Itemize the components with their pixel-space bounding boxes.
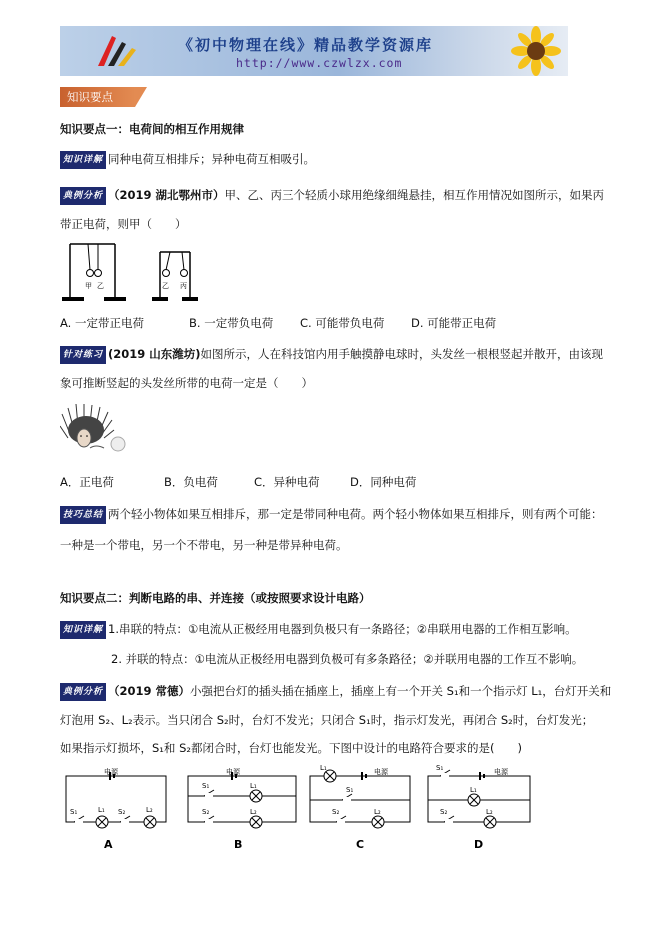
- point1-skill: [60, 506, 603, 524]
- practice-badge: 针对练习: [60, 346, 106, 364]
- point1-practice: [60, 346, 604, 364]
- circuit-d-name: D: [474, 838, 484, 851]
- point2-example: [60, 683, 612, 701]
- header-banner: [60, 26, 568, 76]
- circuit-a-name: A: [104, 838, 113, 851]
- practice-option-c: C．异种电荷: [254, 475, 320, 489]
- skill-text-2: 一种是一个带电，另一个不带电，另一种是带异种电荷。: [60, 538, 348, 552]
- circuit-c-s1-label: S₁: [346, 786, 354, 794]
- example-source-2: （2019 常德）: [108, 684, 191, 698]
- example-source: （2019 湖北鄂州市）: [108, 188, 225, 202]
- circuit-b-l2-label: L₂: [250, 808, 257, 816]
- banner-title: 《初中物理在线》精品教学资源库: [178, 36, 434, 54]
- skill-text-1: 两个轻小物体如果互相排斥，那一定是带同种电荷。两个轻小物体如果互相排斥，则有两个可能：: [108, 507, 603, 521]
- detail-text-1: 1.串联的特点：①电流从正极经用电器到负极只有一条路径；②串联用电器的工作相互影响。: [108, 622, 577, 636]
- static-hair-figure: [60, 404, 126, 454]
- example-text-2: 带正电荷，则甲（ ）: [60, 217, 187, 231]
- ball-label-bing: 丙: [180, 282, 187, 290]
- circuit-b-s2-label: S₂: [202, 808, 210, 816]
- circuit-d-s1-label: S₁: [436, 764, 444, 772]
- circuit-b-name: B: [234, 838, 243, 851]
- practice-text-2: 象可推断竖起的头发丝所带的电荷一定是（ ）: [60, 376, 313, 390]
- logo-icon: [94, 32, 138, 72]
- hanging-balls-figure: [60, 240, 210, 306]
- practice-options: [60, 474, 600, 490]
- example2-text-2: 灯泡用 S₂、L₂表示。当只闭合 S₂时，台灯不发光；只闭合 S₁时，指示灯发光，再闭合 S₂时，台灯发光；: [60, 713, 594, 727]
- detail-badge: 知识详解: [60, 151, 106, 169]
- circuit-d-l2-label: L₂: [486, 808, 493, 816]
- circuit-a-l1-label: L₁: [98, 806, 105, 814]
- option-c: C. 可能带负电荷: [300, 316, 385, 330]
- practice-source: (2019 山东潍坊): [108, 347, 201, 361]
- example-badge: 典例分析: [60, 187, 106, 205]
- circuit-a-s1-label: S₁: [70, 808, 78, 816]
- example-badge-2: 典例分析: [60, 683, 106, 701]
- skill-badge: 技巧总结: [60, 506, 106, 524]
- option-a: A. 一定带正电荷: [60, 316, 144, 330]
- point1-heading: 知识要点一：电荷间的相互作用规律: [60, 122, 244, 136]
- point2-detail: [60, 621, 600, 639]
- sunflower-icon: [506, 26, 568, 76]
- ball-label-yi: 乙: [97, 282, 104, 290]
- circuit-diagrams: [60, 764, 540, 854]
- detail-text: 同种电荷互相排斥；异种电荷互相吸引。: [108, 152, 316, 166]
- circuit-a-s2-label: S₂: [118, 808, 126, 816]
- circuit-d-l1-label: L₁: [470, 786, 477, 794]
- practice-option-d: D．同种电荷: [350, 475, 417, 489]
- practice-text-1: 如图所示，人在科技馆内用手触摸静电球时，头发丝一根根竖起并散开，由该现: [200, 347, 604, 361]
- circuit-d-power-label: 电源: [494, 768, 508, 776]
- option-b: B. 一定带负电荷: [189, 316, 274, 330]
- option-d: D. 可能带正电荷: [411, 316, 497, 330]
- circuit-b-l1-label: L₁: [250, 782, 257, 790]
- ball-label-jia: 甲: [85, 282, 92, 290]
- ball-label-yi-2: 乙: [162, 282, 169, 290]
- circuit-c-name: C: [356, 838, 365, 851]
- section-tag: 知识要点: [60, 87, 135, 107]
- detail-badge-2: 知识详解: [60, 621, 106, 639]
- circuit-c-power-label: 电源: [374, 768, 388, 776]
- point1-detail: [60, 151, 600, 169]
- point1-options: [60, 315, 600, 331]
- circuit-b-s1-label: S₁: [202, 782, 210, 790]
- circuit-a-l2-label: L₂: [146, 806, 153, 814]
- circuit-c-l2-label: L₂: [374, 808, 381, 816]
- point2-heading: 知识要点二：判断电路的串、并连接（或按照要求设计电路）: [60, 591, 371, 605]
- circuit-a-power-label: 电源: [104, 768, 118, 776]
- example2-text-3: 如果指示灯损坏，S₁和 S₂都闭合时，台灯也能发光。下图中设计的电路符合要求的是( ): [60, 741, 522, 755]
- practice-option-b: B．负电荷: [164, 475, 218, 489]
- banner-url: http://www.czwlzx.com: [236, 56, 403, 70]
- practice-option-a: A．正电荷: [60, 475, 114, 489]
- detail-text-2: 2. 并联的特点：①电流从正极经用电器到负极可有多条路径；②并联用电器的工作互不影响。: [111, 652, 584, 666]
- circuit-d-s2-label: S₂: [440, 808, 448, 816]
- point1-example: [60, 187, 605, 205]
- example-text-1: 甲、乙、丙三个轻质小球用绝缘细绳悬挂，相互作用情况如图所示，如果丙: [224, 188, 605, 202]
- circuit-c-s2-label: S₂: [332, 808, 340, 816]
- example2-text-1: 小强把台灯的插头插在插座上，插座上有一个开关 S₁和一个指示灯 L₁，台灯开关和: [190, 684, 612, 698]
- circuit-c-l1-label: L₁: [320, 764, 327, 772]
- circuit-b-power-label: 电源: [226, 768, 240, 776]
